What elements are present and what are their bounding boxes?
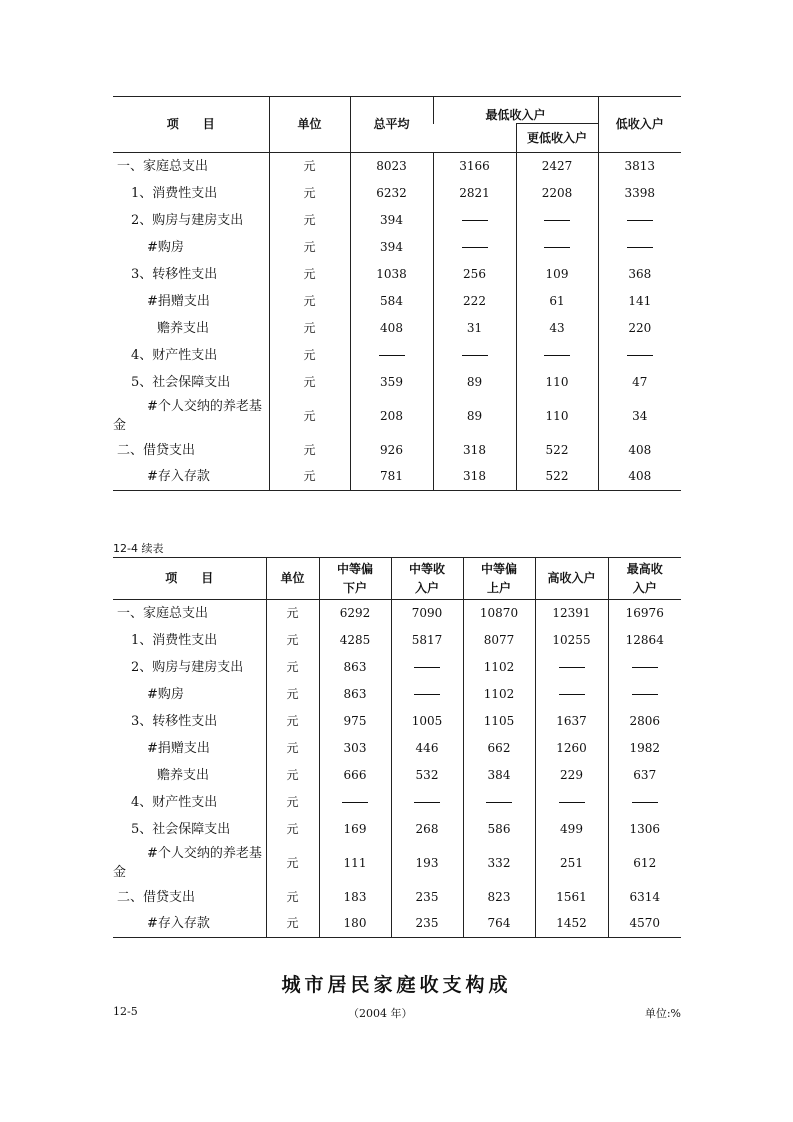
table-number: 12-5 [113, 1005, 138, 1018]
header-lower-income: 更低收入户 [516, 124, 598, 153]
empty-value-dash [433, 207, 516, 234]
cell-value: 61 [516, 288, 598, 315]
header-upper-middle: 中等偏上户 [463, 558, 535, 600]
cell-value: 8023 [350, 153, 433, 180]
row-label: #捐赠支出 [147, 740, 210, 756]
row-label: 4、财产性支出 [131, 347, 218, 363]
cell-value: 359 [350, 369, 433, 396]
cell-value: 34 [598, 396, 681, 437]
cell-value: 208 [350, 396, 433, 437]
header-unit: 单位 [266, 558, 319, 600]
cell-value: 926 [350, 437, 433, 464]
row-label: #存入存款 [147, 469, 210, 485]
cell-value: 89 [433, 369, 516, 396]
cell-value: 5817 [391, 627, 463, 654]
header-high: 高收入户 [535, 558, 608, 600]
dash-mark [544, 220, 570, 221]
empty-value-dash [608, 654, 681, 681]
table-row [113, 261, 681, 288]
empty-value-dash [433, 234, 516, 261]
table-row [113, 369, 681, 396]
row-label: 1、消费性支出 [131, 632, 218, 648]
cell-value: 1102 [463, 681, 535, 708]
dash-mark [486, 802, 512, 803]
cell-value: 446 [391, 735, 463, 762]
cell-value: 781 [350, 464, 433, 491]
dash-mark [627, 355, 653, 356]
empty-value-dash [350, 342, 433, 369]
dash-mark [544, 247, 570, 248]
cell-value: 6292 [319, 600, 391, 627]
cell-value: 1105 [463, 708, 535, 735]
row-label: #存入存款 [147, 916, 210, 932]
cell-value: 3398 [598, 180, 681, 207]
cell-value: 16976 [608, 600, 681, 627]
row-unit: 元 [266, 884, 319, 911]
table-row [113, 843, 681, 884]
dash-mark [414, 802, 440, 803]
header-lowest-income: 最低收入户 [433, 97, 598, 124]
row-label: 5、社会保障支出 [131, 374, 231, 390]
row-unit: 元 [269, 180, 350, 207]
row-label: #购房 [147, 686, 184, 702]
table-row [113, 681, 681, 708]
row-unit: 元 [266, 735, 319, 762]
cell-value: 6314 [608, 884, 681, 911]
empty-value-dash [319, 789, 391, 816]
cell-value: 109 [516, 261, 598, 288]
row-unit: 元 [269, 396, 350, 437]
cell-value: 3166 [433, 153, 516, 180]
cell-value: 394 [350, 234, 433, 261]
table-row [113, 627, 681, 654]
cell-value: 2427 [516, 153, 598, 180]
dash-mark [632, 667, 658, 668]
cell-value: 586 [463, 816, 535, 843]
table-row [113, 234, 681, 261]
row-label: 赡养支出 [157, 320, 210, 336]
table-row [113, 600, 681, 627]
cell-value: 256 [433, 261, 516, 288]
table-row [113, 207, 681, 234]
unit-label: 单位:% [644, 1007, 681, 1020]
cell-value: 666 [319, 762, 391, 789]
cell-value: 251 [535, 843, 608, 884]
row-label: 3、转移性支出 [131, 266, 218, 282]
cell-value: 637 [608, 762, 681, 789]
cell-value: 612 [608, 843, 681, 884]
header-lower-middle: 中等偏下户 [319, 558, 391, 600]
row-unit: 元 [266, 654, 319, 681]
row-label: 赡养支出 [157, 767, 210, 783]
continued-table-label: 12-4 续表 [113, 542, 164, 555]
expenditure-table-part2 [113, 557, 681, 938]
empty-value-dash [516, 234, 598, 261]
row-unit: 元 [266, 627, 319, 654]
cell-value: 141 [598, 288, 681, 315]
cell-value: 268 [391, 816, 463, 843]
cell-value: 43 [516, 315, 598, 342]
header-average: 总平均 [350, 97, 433, 153]
row-label: 二、借贷支出 [117, 889, 196, 905]
cell-value: 1452 [535, 911, 608, 938]
cell-value: 6232 [350, 180, 433, 207]
cell-value: 662 [463, 735, 535, 762]
header-item: 项 目 [113, 97, 269, 153]
header-highest: 最高收入户 [608, 558, 681, 600]
cell-value: 169 [319, 816, 391, 843]
cell-value: 522 [516, 464, 598, 491]
dash-mark [632, 802, 658, 803]
empty-value-dash [535, 789, 608, 816]
row-label: 一、家庭总支出 [117, 158, 209, 174]
cell-value: 183 [319, 884, 391, 911]
table-row [113, 884, 681, 911]
row-label: #购房 [147, 239, 184, 255]
cell-value: 220 [598, 315, 681, 342]
cell-value: 1982 [608, 735, 681, 762]
empty-value-dash [535, 654, 608, 681]
empty-value-dash [516, 342, 598, 369]
row-unit: 元 [269, 207, 350, 234]
row-unit: 元 [266, 762, 319, 789]
cell-value: 110 [516, 396, 598, 437]
row-unit: 元 [266, 681, 319, 708]
cell-value: 7090 [391, 600, 463, 627]
table-row [113, 762, 681, 789]
row-label: 二、借贷支出 [117, 442, 196, 458]
cell-value: 408 [350, 315, 433, 342]
cell-value: 499 [535, 816, 608, 843]
row-unit: 元 [266, 789, 319, 816]
row-label: 5、社会保障支出 [131, 821, 231, 837]
cell-value: 235 [391, 884, 463, 911]
dash-mark [462, 247, 488, 248]
cell-value: 12391 [535, 600, 608, 627]
table-row [113, 654, 681, 681]
dash-mark [627, 247, 653, 248]
cell-value: 384 [463, 762, 535, 789]
table-row [113, 180, 681, 207]
cell-value: 4285 [319, 627, 391, 654]
cell-value: 229 [535, 762, 608, 789]
cell-value: 12864 [608, 627, 681, 654]
cell-value: 10255 [535, 627, 608, 654]
row-unit: 元 [269, 315, 350, 342]
row-unit: 元 [269, 234, 350, 261]
table-row [113, 153, 681, 180]
row-unit: 元 [269, 437, 350, 464]
row-unit: 元 [269, 342, 350, 369]
section-title: 城市居民家庭收支构成 [281, 974, 512, 996]
table-row [113, 315, 681, 342]
header-blank [433, 124, 516, 153]
cell-value: 10870 [463, 600, 535, 627]
dash-mark [414, 667, 440, 668]
cell-value: 2208 [516, 180, 598, 207]
table-row [113, 342, 681, 369]
expenditure-table-part1 [113, 96, 681, 491]
cell-value: 8077 [463, 627, 535, 654]
cell-value: 318 [433, 437, 516, 464]
cell-value: 1260 [535, 735, 608, 762]
row-unit: 元 [269, 464, 350, 491]
row-label: 一、家庭总支出 [117, 605, 209, 621]
row-label: 2、购房与建房支出 [131, 212, 244, 228]
table-row [113, 396, 681, 437]
cell-value: 1637 [535, 708, 608, 735]
cell-value: 1306 [608, 816, 681, 843]
row-label: 1、消费性支出 [131, 185, 218, 201]
table-row [113, 911, 681, 938]
row-label: 3、转移性支出 [131, 713, 218, 729]
dash-mark [627, 220, 653, 221]
cell-value: 408 [598, 437, 681, 464]
dash-mark [462, 355, 488, 356]
row-unit: 元 [266, 816, 319, 843]
empty-value-dash [598, 234, 681, 261]
cell-value: 1038 [350, 261, 433, 288]
cell-value: 89 [433, 396, 516, 437]
cell-value: 4570 [608, 911, 681, 938]
cell-value: 584 [350, 288, 433, 315]
row-label: #个人交纳的养老基金 [113, 399, 262, 433]
cell-value: 332 [463, 843, 535, 884]
cell-value: 522 [516, 437, 598, 464]
row-unit: 元 [269, 261, 350, 288]
row-unit: 元 [266, 600, 319, 627]
cell-value: 1561 [535, 884, 608, 911]
cell-value: 368 [598, 261, 681, 288]
cell-value: 2821 [433, 180, 516, 207]
year-label: （2004 年） [348, 1007, 413, 1020]
empty-value-dash [598, 207, 681, 234]
cell-value: 823 [463, 884, 535, 911]
cell-value: 111 [319, 843, 391, 884]
dash-mark [379, 355, 405, 356]
table-row [113, 816, 681, 843]
cell-value: 863 [319, 681, 391, 708]
dash-mark [342, 802, 368, 803]
cell-value: 408 [598, 464, 681, 491]
empty-value-dash [598, 342, 681, 369]
cell-value: 2806 [608, 708, 681, 735]
cell-value: 318 [433, 464, 516, 491]
cell-value: 31 [433, 315, 516, 342]
row-label: 2、购房与建房支出 [131, 659, 244, 675]
cell-value: 863 [319, 654, 391, 681]
dash-mark [462, 220, 488, 221]
table-row [113, 288, 681, 315]
cell-value: 394 [350, 207, 433, 234]
row-label: #个人交纳的养老基金 [113, 846, 262, 880]
cell-value: 303 [319, 735, 391, 762]
table-row [113, 735, 681, 762]
empty-value-dash [391, 681, 463, 708]
cell-value: 3813 [598, 153, 681, 180]
row-unit: 元 [266, 843, 319, 884]
cell-value: 180 [319, 911, 391, 938]
table-row [113, 789, 681, 816]
cell-value: 222 [433, 288, 516, 315]
header-item: 项 目 [113, 558, 266, 600]
dash-mark [559, 667, 585, 668]
cell-value: 975 [319, 708, 391, 735]
header-low-income: 低收入户 [598, 97, 681, 153]
row-unit: 元 [269, 288, 350, 315]
dash-mark [414, 694, 440, 695]
empty-value-dash [463, 789, 535, 816]
cell-value: 1005 [391, 708, 463, 735]
table-row [113, 437, 681, 464]
empty-value-dash [516, 207, 598, 234]
table-row [113, 708, 681, 735]
cell-value: 193 [391, 843, 463, 884]
table-row [113, 464, 681, 491]
row-unit: 元 [266, 708, 319, 735]
dash-mark [632, 694, 658, 695]
dash-mark [544, 355, 570, 356]
row-label: #捐赠支出 [147, 293, 210, 309]
empty-value-dash [391, 654, 463, 681]
cell-value: 532 [391, 762, 463, 789]
empty-value-dash [608, 789, 681, 816]
empty-value-dash [391, 789, 463, 816]
dash-mark [559, 694, 585, 695]
empty-value-dash [535, 681, 608, 708]
cell-value: 1102 [463, 654, 535, 681]
empty-value-dash [433, 342, 516, 369]
empty-value-dash [608, 681, 681, 708]
cell-value: 764 [463, 911, 535, 938]
row-unit: 元 [269, 369, 350, 396]
header-unit: 单位 [269, 97, 350, 153]
row-unit: 元 [266, 911, 319, 938]
cell-value: 110 [516, 369, 598, 396]
header-middle: 中等收入户 [391, 558, 463, 600]
row-label: 4、财产性支出 [131, 794, 218, 810]
dash-mark [559, 802, 585, 803]
cell-value: 235 [391, 911, 463, 938]
row-unit: 元 [269, 153, 350, 180]
cell-value: 47 [598, 369, 681, 396]
